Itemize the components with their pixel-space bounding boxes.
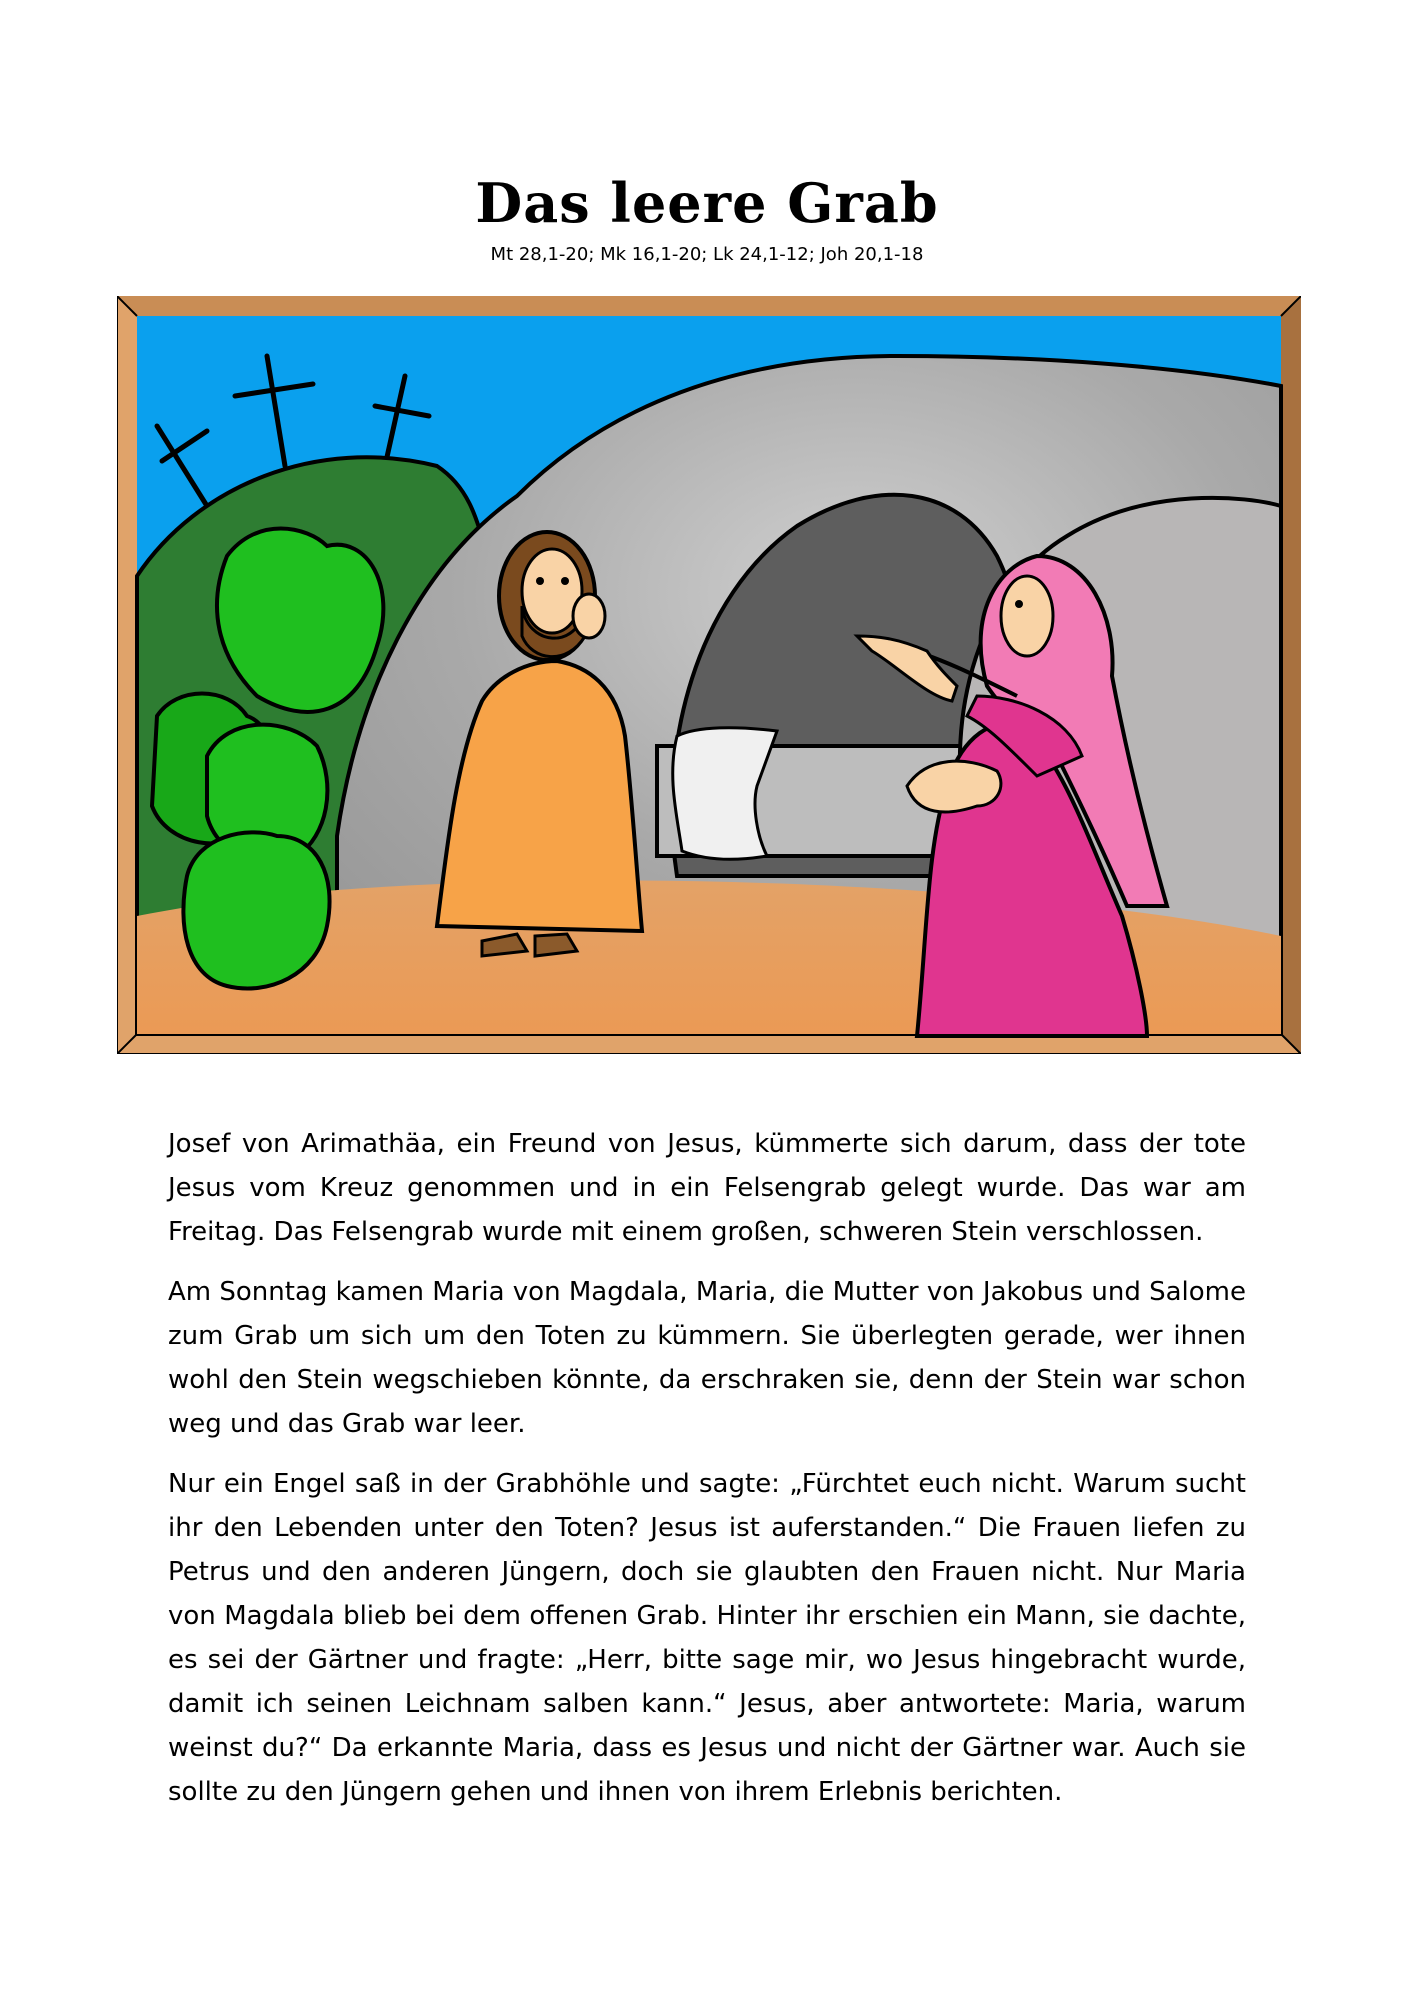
bible-reference: Mt 28,1-20; Mk 16,1-20; Lk 24,1-12; Joh 20,1-18 xyxy=(490,244,924,265)
paragraph: Josef von Arimathäa, ein Freund von Jesus, kümmerte sich darum, dass der tote Jesus vom Kreuz genommen und in ein Felsengrab gelegt wurde. Das war am Freitag. Das Felsengrab wurde mit einem großen, schweren Stein verschlossen. xyxy=(168,1129,1246,1247)
paragraph: Am Sonntag kamen Maria von Magdala, Maria, die Mutter von Jakobus und Salome zum Grab um sich um den Toten zu kümmern. Sie überlegten gerade, wer ihnen wohl den Stein wegschieben könnte, da erschraken sie, denn der Stein war schon weg und das Grab war leer. xyxy=(168,1277,1246,1439)
woman-face xyxy=(1001,576,1053,656)
page-title: Das leere Grab xyxy=(475,171,939,235)
illustration-canvas xyxy=(117,296,1301,1054)
story-text xyxy=(168,1122,1246,1830)
tomb-illustration xyxy=(117,296,1301,1054)
paragraph: Nur ein Engel saß in der Grabhöhle und sagte: „Fürchtet euch nicht. Warum sucht ihr den Lebenden unter den Toten? Jesus ist auferstanden.“ Die Frauen liefen zu Petrus und den anderen Jüngern, doch sie glaubten den Frauen nicht. Nur Maria von Magdala blieb bei dem offenen Grab. Hinter ihr erschien ein Mann, sie dachte, es sei der Gärtner und fragte: „Herr, bitte sage mir, wo Jesus hingebracht wurde, damit ich seinen Leichnam salben kann.“ Jesus, aber antwortete: Maria, warum weinst du?“ Da erkannte Maria, dass es Jesus und nicht der Gärtner war. Auch sie sollte zu den Jüngern gehen und ihnen von ihrem Erlebnis berichten. xyxy=(168,1469,1246,1807)
man-hand xyxy=(573,594,605,638)
